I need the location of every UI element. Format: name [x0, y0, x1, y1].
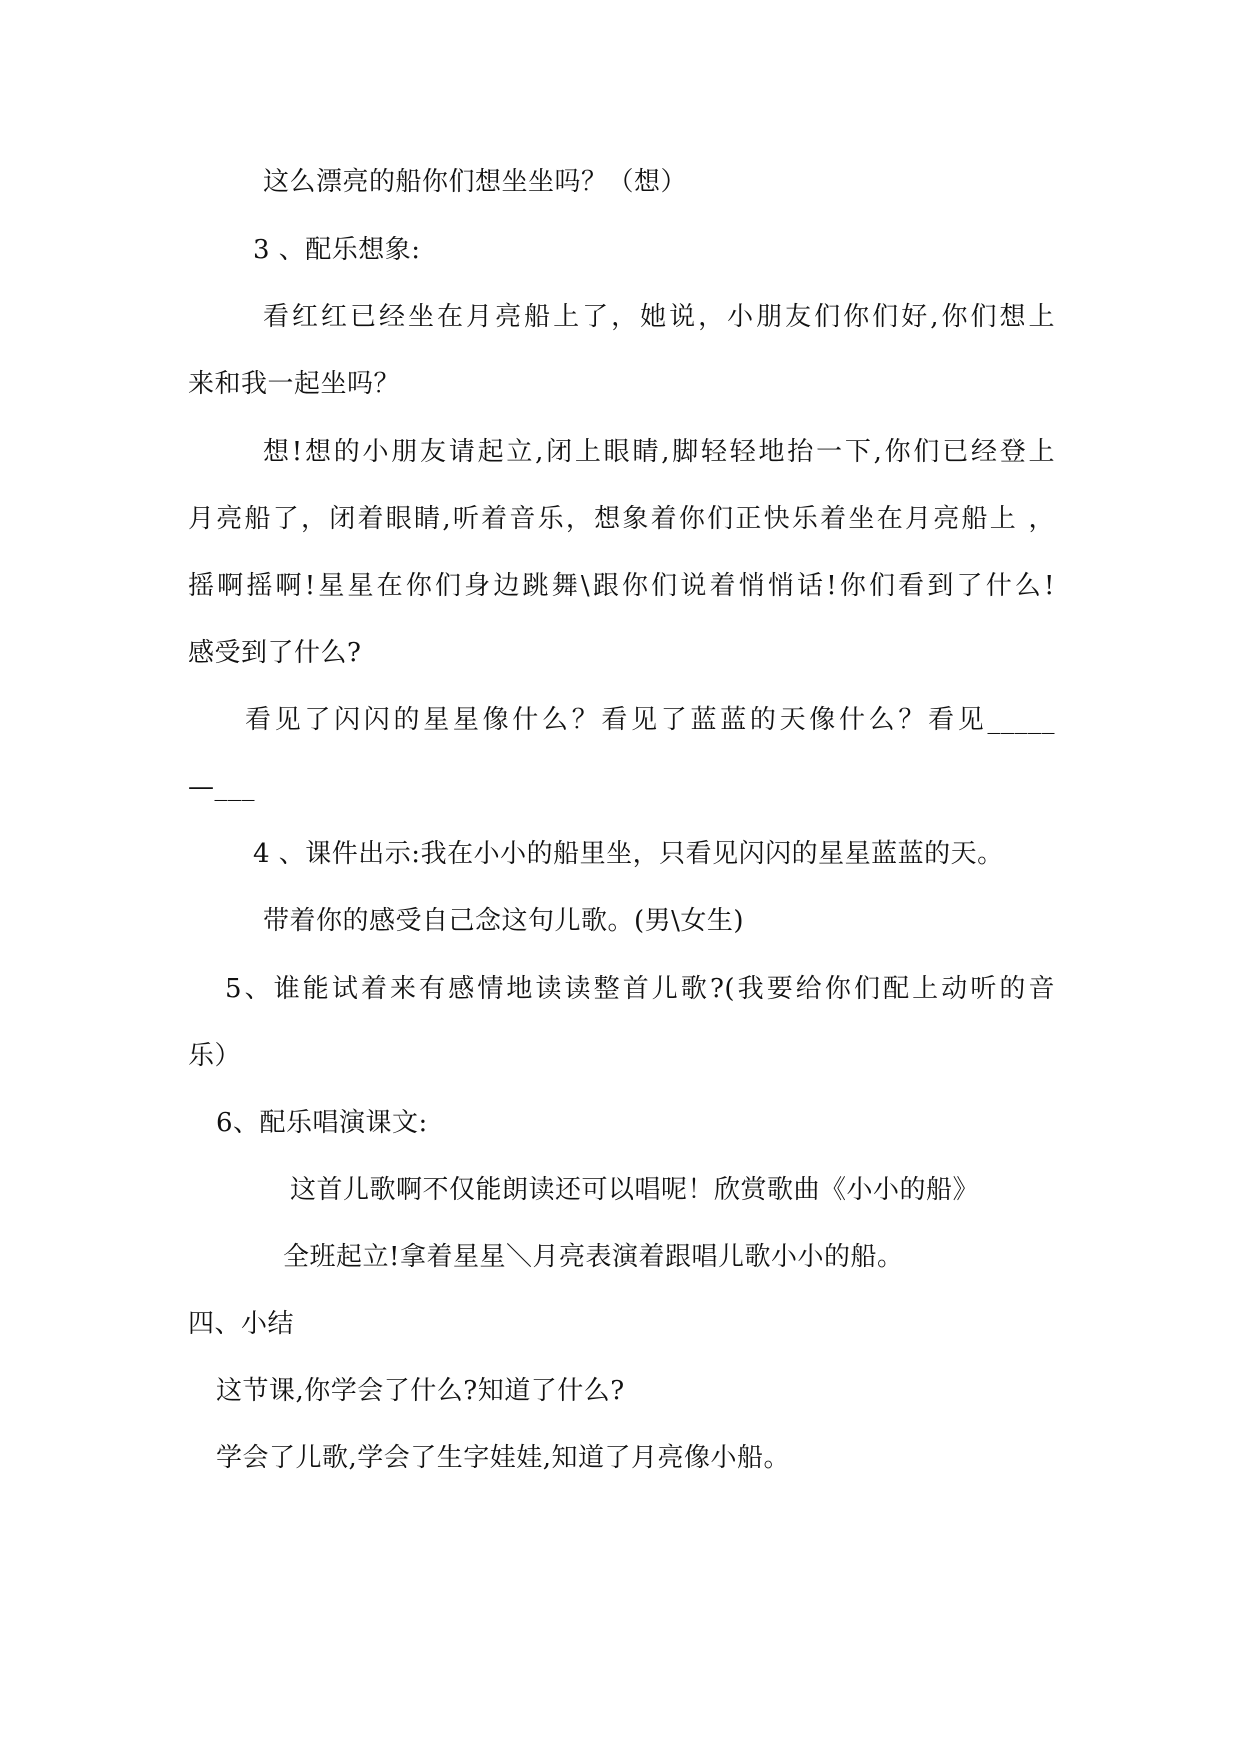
- text-line: 这么漂亮的船你们想坐坐吗？（想）: [263, 167, 688, 197]
- text-line: 来和我一起坐吗？: [188, 369, 401, 399]
- text-line: 乐）: [188, 1041, 242, 1071]
- text-line: 看红红已经坐在月亮船上了，她说，小朋友们你们好,你们想上: [263, 302, 1055, 332]
- text-line: 这节课,你学会了什么?知道了什么?: [216, 1376, 625, 1406]
- text-line: 全班起立!拿着星星＼月亮表演着跟唱儿歌小小的船。: [283, 1242, 904, 1272]
- text-line: 学会了儿歌,学会了生字娃娃,知道了月亮像小船。: [216, 1443, 791, 1473]
- text-line: 带着你的感受自己念这句儿歌。(男\女生): [263, 906, 745, 936]
- section-heading: 3 、配乐想象:: [253, 235, 421, 265]
- text-line: —___: [188, 772, 255, 802]
- section-heading: 四、小结: [188, 1309, 295, 1339]
- text-line: 这首儿歌啊不仅能朗读还可以唱呢！欣赏歌曲《小小的船》: [290, 1175, 980, 1205]
- text-line: 想!想的小朋友请起立,闭上眼睛,脚轻轻地抬一下,你们已经登上: [263, 437, 1055, 467]
- text-line: 月亮船了，闭着眼睛,听着音乐，想象着你们正快乐着坐在月亮船上 ，: [188, 504, 1055, 534]
- section-heading: 5、谁能试着来有感情地读读整首儿歌?(我要给你们配上动听的音: [225, 974, 1055, 1004]
- text-line: 感受到了什么?: [188, 638, 362, 668]
- text-line: 摇啊摇啊!星星在你们身边跳舞\跟你们说着悄悄话!你们看到了什么!: [188, 571, 1055, 601]
- section-heading: 4 、课件出示:我在小小的船里坐，只看见闪闪的星星蓝蓝的天。: [253, 839, 1004, 869]
- section-heading: 6、配乐唱演课文:: [216, 1108, 428, 1138]
- text-line: 看见了闪闪的星星像什么？看见了蓝蓝的天像什么？看见_____: [245, 705, 1055, 735]
